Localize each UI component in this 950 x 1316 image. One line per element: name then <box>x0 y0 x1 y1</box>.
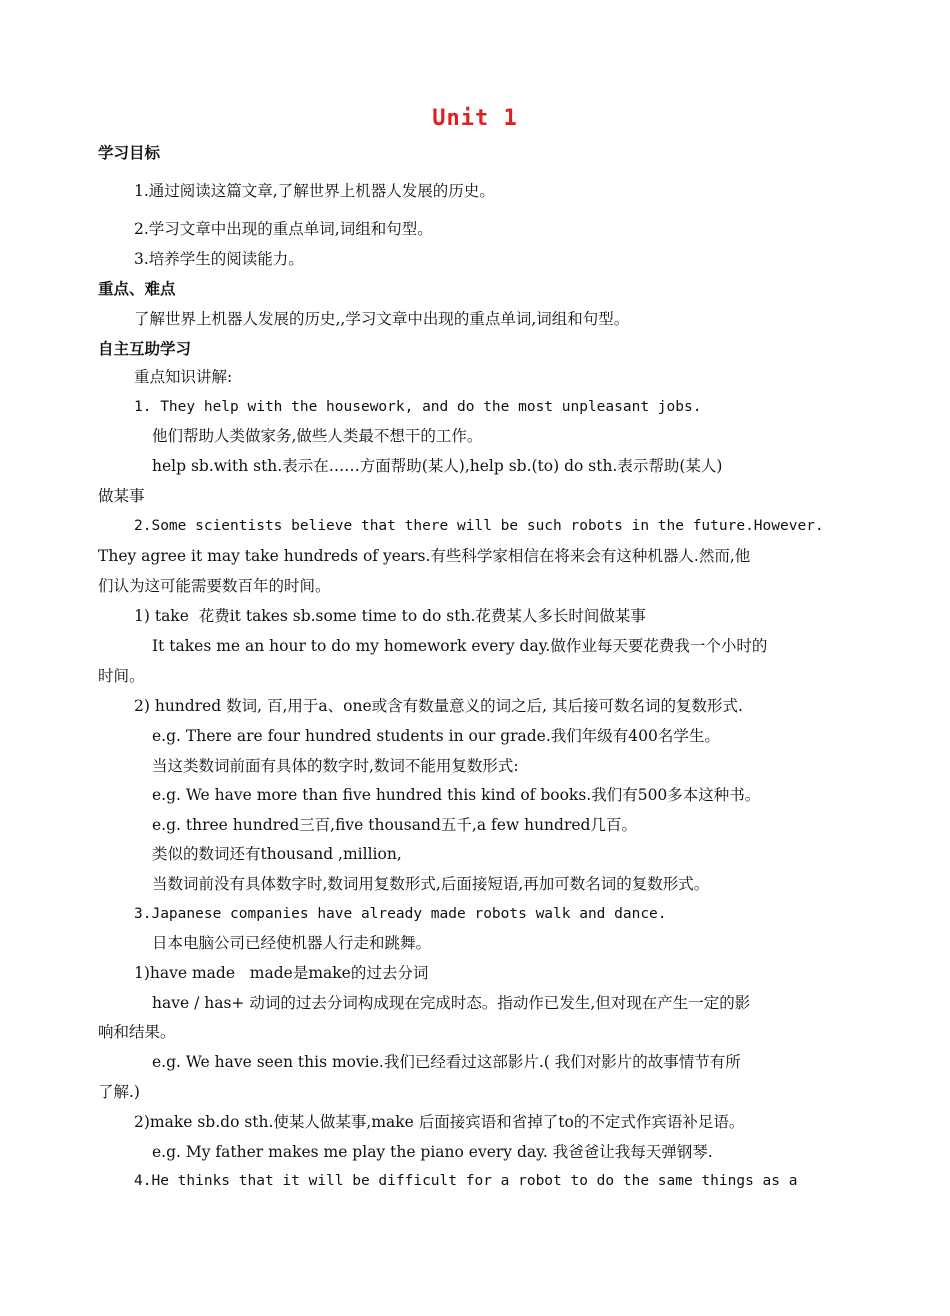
body-line: e.g. three hundred三百,five thousand五千,a few hundred几百。 <box>152 816 637 834</box>
body-line: 4.He thinks that it will be difficult for a robot to do the same things as a <box>134 1173 798 1189</box>
self-study-intro: 重点知识讲解: <box>134 368 233 386</box>
key-points-text: 了解世界上机器人发展的历史,,学习文章中出现的重点单词,词组和句型。 <box>134 310 630 328</box>
body-line: 做某事 <box>98 487 145 505</box>
body-line: 们认为这可能需要数百年的时间。 <box>98 577 331 595</box>
body-line: 2)make sb.do sth.使某人做某事,make 后面接宾语和省掉了to的不定式作宾语补足语。 <box>134 1113 745 1131</box>
body-line: It takes me an hour to do my homework every day.做作业每天要花费我一个小时的 <box>152 637 768 655</box>
goal-item: 2.学习文章中出现的重点单词,词组和句型。 <box>134 220 433 238</box>
body-line: 日本电脑公司已经使机器人行走和跳舞。 <box>152 934 432 952</box>
body-line: 他们帮助人类做家务,做些人类最不想干的工作。 <box>152 427 483 445</box>
goal-item: 3.培养学生的阅读能力。 <box>134 250 304 268</box>
body-line: 类似的数词还有thousand ,million, <box>152 845 402 863</box>
body-line: help sb.with sth.表示在……方面帮助(某人),help sb.(to) do sth.表示帮助(某人) <box>152 457 723 475</box>
body-line: 当这类数词前面有具体的数字时,数词不能用复数形式: <box>152 757 519 775</box>
body-line: e.g. We have more than five hundred this kind of books.我们有500多本这种书。 <box>152 786 761 804</box>
body-line: e.g. There are four hundred students in our grade.我们年级有400名学生。 <box>152 727 720 745</box>
goals-heading: 学习目标 <box>98 144 161 162</box>
body-line: 响和结果。 <box>98 1023 176 1041</box>
self-study-heading: 自主互助学习 <box>98 340 192 358</box>
body-line: 时间。 <box>98 667 145 685</box>
goal-item: 1.通过阅读这篇文章,了解世界上机器人发展的历史。 <box>134 182 495 200</box>
body-line: 2) hundred 数词, 百,用于a、one或含有数量意义的词之后, 其后接可数名词的复数形式. <box>134 697 743 715</box>
body-line: 2.Some scientists believe that there will be such robots in the future.However. <box>134 518 824 534</box>
body-line: e.g. We have seen this movie.我们已经看过这部影片.( 我们对影片的故事情节有所 <box>152 1053 741 1071</box>
body-line: have / has+ 动词的过去分词构成现在完成时态。指动作已发生,但对现在产生一定的影 <box>152 994 751 1012</box>
body-line: They agree it may take hundreds of years.有些科学家相信在将来会有这种机器人.然而,他 <box>98 547 751 565</box>
page-title: Unit 1 <box>432 106 518 131</box>
body-line: 3.Japanese companies have already made robots walk and dance. <box>134 906 667 922</box>
key-points-heading: 重点、难点 <box>98 280 176 298</box>
body-line: 1) take 花费it takes sb.some time to do sth.花费某人多长时间做某事 <box>134 607 646 625</box>
body-line: 了解.) <box>98 1083 140 1101</box>
body-line: 1. They help with the housework, and do the most unpleasant jobs. <box>134 399 702 415</box>
body-line: 当数词前没有具体数字时,数词用复数形式,后面接短语,再加可数名词的复数形式。 <box>152 875 710 893</box>
body-line: 1)have made made是make的过去分词 <box>134 964 429 982</box>
body-line: e.g. My father makes me play the piano every day. 我爸爸让我每天弹钢琴. <box>152 1143 713 1161</box>
